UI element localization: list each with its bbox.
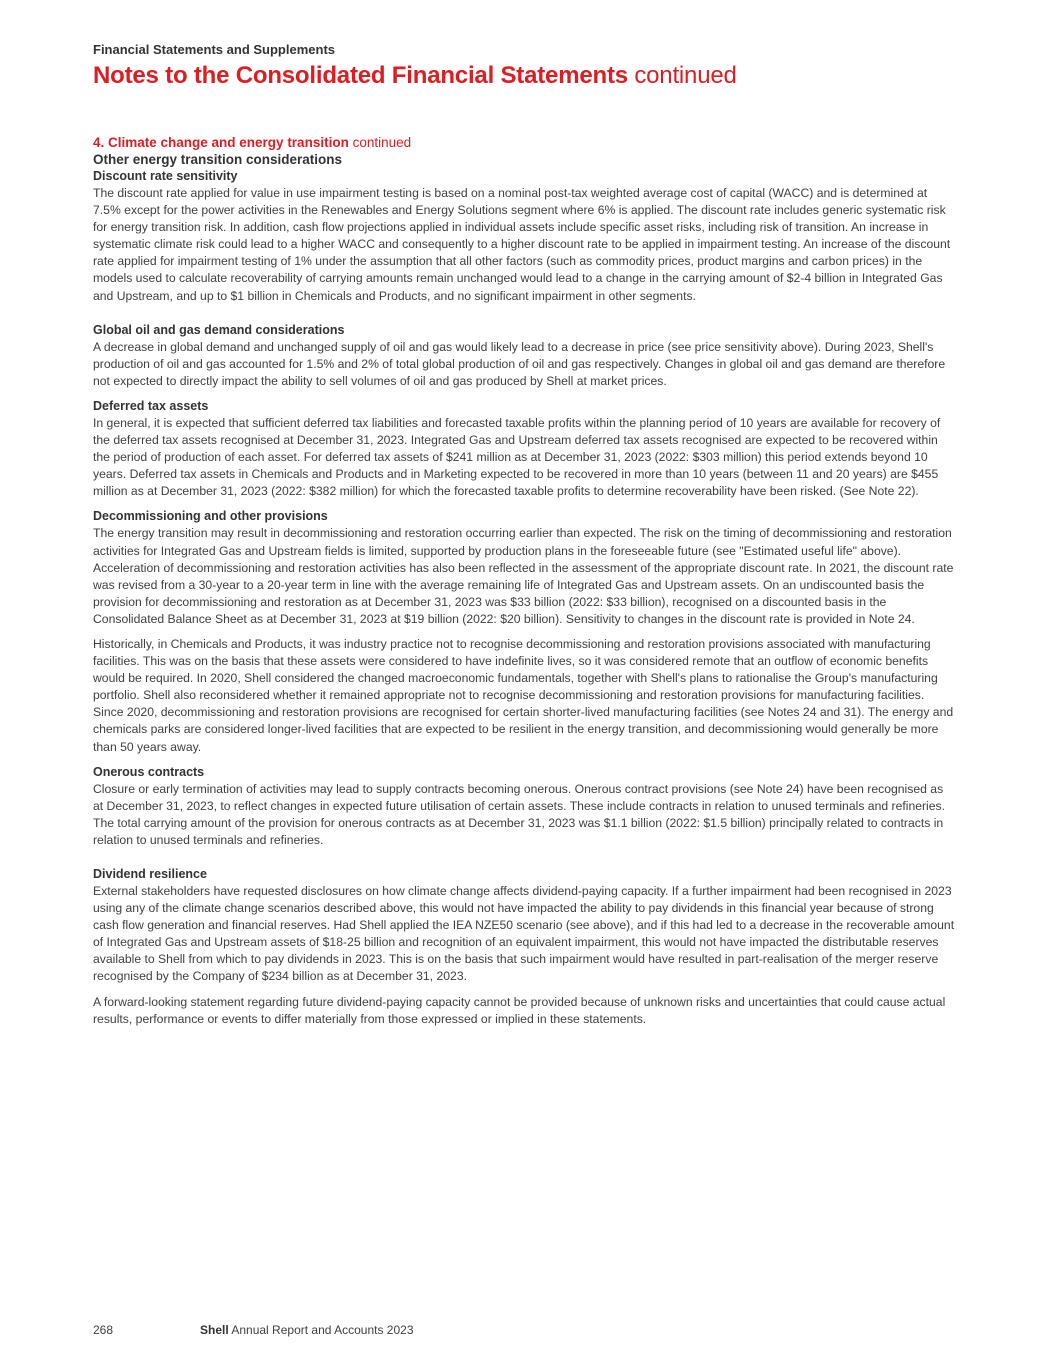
heading-onerous-contracts: Onerous contracts (93, 764, 205, 779)
paragraph-discount-rate: The discount rate applied for value in use impairment testing is based on a nominal post-tax weighted average cost of capital (WACC) and is determined at 7.5% except for the power activities in the Renewables and Energy Solutions segment where 6% is applied. The discount rate includes generic systematic risk for energy transition risk. In addition, cash flow projections applied in individual assets include specific asset risks, including risk of transition. An increase in systematic climate risk could lead to a higher WACC and consequently to a higher discount rate to be applied in impairment testing. An increase of the discount rate applied for impairment testing of 1% under the assumption that all other factors (such as commodity prices, product margins and carbon prices) in the models used to calculate recoverability of carrying amounts remain unchanged would lead to a change in the carrying amount of $2-4 billion in Integrated Gas and Upstream, and up to $1 billion in Chemicals and Products, and no significant impairment in other segments. (93, 186, 951, 303)
paragraph-decommissioning-2: Historically, in Chemicals and Products, it was industry practice not to recognise decommissioning and restoration provisions associated with manufacturing facilities. This was on the basis that these assets were considered to have indefinite lives, so it was considered remote that an outflow of economic benefits would be required. In 2020, Shell considered the changed macroeconomic fundamentals, together with Shell's plans to rationalise the Group's manufacturing portfolio. Shell also reconsidered whether it remained appropriate not to recognise decommissioning and restoration provisions for manufacturing facilities. Since 2020, decommissioning and restoration provisions are recognised for certain shorter-lived manufacturing facilities (see Notes 24 and 31). The energy and chemicals parks are considered longer-lived facilities that are expected to be resilient in the energy transition, and decommissioning would generally be more than 50 years away. (93, 636, 954, 754)
document-section-label: Financial Statements and Supplements (93, 42, 335, 57)
heading-deferred-tax: Deferred tax assets (93, 398, 209, 413)
section-subtitle: Other energy transition considerations (93, 152, 343, 167)
paragraph-dividend-resilience-1: External stakeholders have requested disclosures on how climate change affects dividend-paying capacity. If a further impairment had been recognised in 2023 using any of the climate change scenarios described above, this would not have impacted the ability to pay dividends in this financial year because of strong cash flow generation and financial reserves. Had Shell applied the IEA NZE50 scenario (see above), and if this had led to a decrease in the recoverable amount of Integrated Gas and Upstream assets of $18-25 billion and recognition of an equivalent impairment, this would not have impacted the distributable reserves available to Shell from which to pay dividends in 2023. This is on the basis that such impairment would have resulted in part-realisation of the merger reserve recognised by the Company of $234 billion as at December 31, 2023. (93, 884, 955, 984)
paragraph-decommissioning-1: The energy transition may result in decommissioning and restoration occurring earlier than expected. The risk on the timing of decommissioning and restoration activities for Integrated Gas and Upstream fields is limited, supported by production plans in the foreseeable future (see "Estimated useful life" above). Acceleration of decommissioning and restoration activities has also been reflected in the assessment of the appropriate discount rate. In 2021, the discount rate was revised from a 30-year to a 20-year term in line with the average remaining life of Integrated Gas and Upstream assets. On an undiscounted basis the provision for decommissioning and restoration as at December 31, 2023 was $33 billion (2022: $33 billion), recognised on a discounted basis in the Consolidated Balance Sheet as at December 31, 2023 at $19 billion (2022: $20 billion). Sensitivity to changes in the discount rate is provided in Note 24. (93, 526, 954, 626)
page-number: 268 (93, 1323, 114, 1337)
paragraph-global-demand: A decrease in global demand and unchanged supply of oil and gas would likely lead to a decrease in price (see price sensitivity above). During 2023, Shell's production of oil and gas accounted for 1.5% and 2% of total global production of oil and gas respectively. Changes in global oil and gas demand are therefore not expected to directly impact the ability to sell volumes of oil and gas produced by Shell at market prices. (93, 339, 946, 388)
section-title-continued: continued (352, 135, 412, 150)
report-title: Annual Report and Accounts 2023 (231, 1323, 414, 1337)
heading-discount-rate-sensitivity: Discount rate sensitivity (93, 169, 238, 183)
page-title-continued: continued (634, 62, 737, 89)
notes-content (93, 134, 955, 1028)
heading-global-demand: Global oil and gas demand considerations (93, 322, 345, 337)
page-title-text: Notes to the Consolidated Financial Statements (93, 62, 628, 89)
page-footer (93, 1323, 414, 1337)
heading-dividend-resilience: Dividend resilience (93, 867, 207, 881)
page-title (93, 62, 737, 90)
section-title (93, 134, 955, 151)
section-title-text: 4. Climate change and energy transition (93, 135, 349, 150)
footer-report-name (200, 1323, 414, 1337)
brand-name: Shell (200, 1323, 229, 1337)
paragraph-onerous-contracts: Closure or early termination of activities may lead to supply contracts becoming onerous. Onerous contract provisions (see Note 24) have been recognised as at December 31, 2023, to reflect changes in expected future utilisation of certain assets. These include contracts in relation to unused terminals and refineries. The total carrying amount of the provision for onerous contracts as at December 31, 2023 was $1.1 billion (2022: $1.5 billion) principally related to contracts in relation to unused terminals and refineries. (93, 781, 946, 847)
paragraph-dividend-resilience-2: A forward-looking statement regarding future dividend-paying capacity cannot be provided because of unknown risks and uncertainties that could cause actual results, performance or events to differ materially from those expressed or implied in these statements. (93, 994, 946, 1026)
paragraph-deferred-tax: In general, it is expected that sufficient deferred tax liabilities and forecasted taxable profits within the planning period of 10 years are available for recovery of the deferred tax assets recognised at December 31, 2023. Integrated Gas and Upstream deferred tax assets recognised are expected to be recovered within the period of production of each asset. For deferred tax assets of $241 million as at December 31, 2023 (2022: $303 million) this period extends beyond 10 years. Deferred tax assets in Chemicals and Products and in Marketing expected to be recovered in more than 10 years (between 11 and 20 years) are $455 million as at December 31, 2023 (2022: $382 million) for which the forecasted taxable profits to determine recoverability have been risked. (See Note 22). (93, 415, 941, 499)
heading-decommissioning: Decommissioning and other provisions (93, 509, 328, 524)
